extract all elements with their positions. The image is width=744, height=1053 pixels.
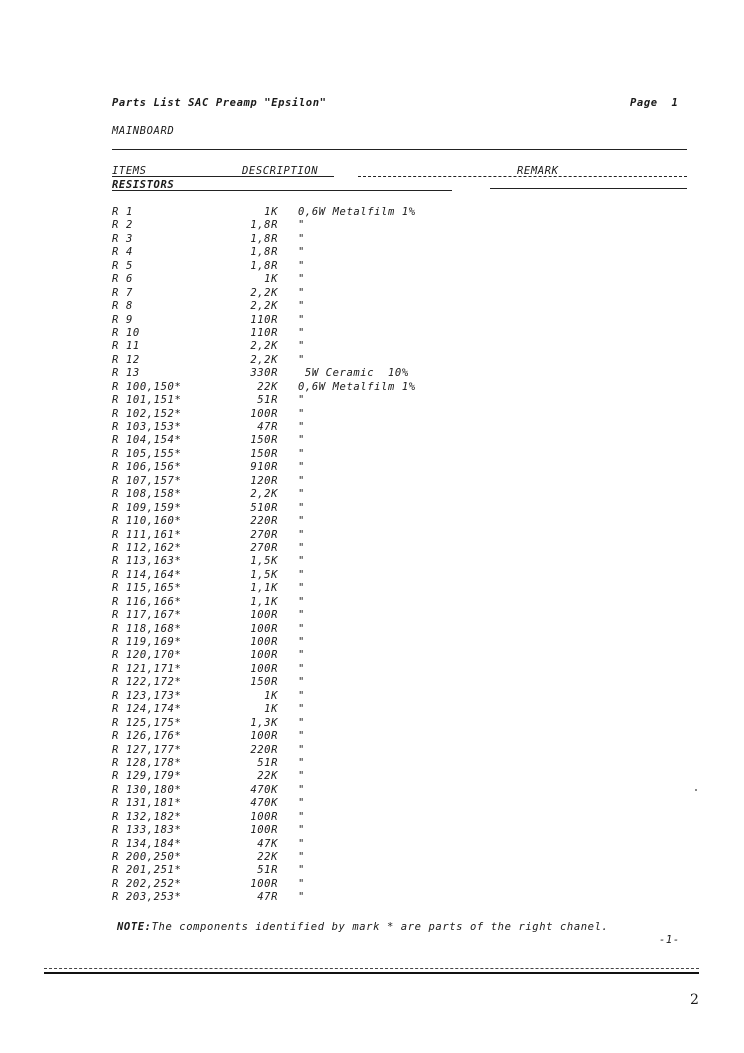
table-row: [112, 219, 472, 232]
part-number: 1: [126, 206, 133, 218]
part-ref: R: [112, 232, 119, 245]
table-row: [112, 273, 472, 286]
part-value: 100R: [250, 662, 278, 675]
part-number: 119,169*: [126, 636, 182, 648]
part-value: 150R: [250, 447, 278, 460]
column-header-description: DESCRIPTION: [242, 165, 319, 177]
column-header-remark: REMARK: [517, 165, 559, 177]
part-description: ": [298, 877, 305, 890]
part-description: ": [298, 609, 305, 622]
sheet-number: 2: [690, 992, 699, 1008]
table-row: [112, 529, 472, 542]
part-number: 6: [126, 273, 133, 286]
part-number: 108,158*: [126, 488, 182, 501]
part-number: 10: [126, 326, 140, 339]
table-row: [112, 502, 472, 515]
part-value: 51R: [257, 394, 278, 407]
part-description: ": [298, 824, 305, 837]
part-description: ": [298, 353, 305, 366]
part-value: 51R: [257, 864, 278, 877]
table-row: [112, 649, 472, 662]
part-number: 128,178*: [126, 756, 182, 769]
table-row: [112, 367, 472, 380]
table-row: [112, 488, 472, 501]
part-description: ": [298, 461, 305, 474]
part-value: 51R: [257, 756, 278, 769]
part-value: 100R: [250, 622, 278, 635]
table-row: [112, 596, 472, 609]
footnote: [117, 921, 608, 933]
part-number: 120,170*: [126, 649, 182, 662]
part-ref: R: [112, 622, 119, 635]
part-ref: R: [112, 783, 119, 796]
part-description: ": [298, 259, 305, 272]
table-row: [112, 233, 472, 246]
part-value: 1K: [264, 703, 278, 716]
part-number: 125,175*: [126, 716, 182, 729]
part-ref: R: [112, 407, 119, 420]
part-ref: R: [112, 394, 119, 407]
table-row: [112, 864, 472, 877]
part-ref: R: [112, 421, 119, 433]
part-number: 7: [126, 286, 133, 299]
section-title: MAINBOARD: [112, 125, 175, 137]
bottom-rule: [44, 972, 699, 974]
table-row: [112, 314, 472, 327]
part-ref: R: [112, 743, 119, 756]
page-label: Page 1: [630, 97, 679, 109]
part-value: 100R: [250, 824, 278, 837]
part-value: 910R: [250, 461, 278, 474]
part-value: 2,2K: [250, 300, 278, 313]
part-description: ": [298, 743, 305, 756]
part-description: ": [298, 595, 305, 608]
part-ref: R: [112, 206, 119, 218]
part-number: 8: [126, 300, 133, 313]
table-row: [112, 811, 472, 824]
part-description: 0,6W Metalfilm 1%: [298, 206, 416, 218]
table-row: [112, 757, 472, 770]
part-ref: R: [112, 851, 119, 863]
scan-speck: [695, 789, 697, 791]
part-number: 115,165*: [126, 582, 182, 595]
part-description: ": [298, 555, 305, 568]
part-description: ": [298, 810, 305, 823]
part-ref: R: [112, 313, 119, 326]
part-ref: R: [112, 877, 119, 890]
footnote-text: The components identified by mark * are parts of the right chanel.: [151, 921, 609, 933]
part-ref: R: [112, 286, 119, 299]
part-value: 1K: [264, 206, 278, 218]
part-number: 111,161*: [126, 528, 182, 541]
part-ref: R: [112, 636, 119, 648]
part-ref: R: [112, 689, 119, 702]
part-description: ": [298, 797, 305, 810]
part-number: 112,162*: [126, 541, 182, 554]
part-value: 1,8R: [250, 219, 278, 232]
table-row: [112, 260, 472, 273]
part-number: 102,152*: [126, 407, 182, 420]
part-description: ": [298, 689, 305, 702]
table-row: [112, 475, 472, 488]
table-row: [112, 461, 472, 474]
part-ref: R: [112, 730, 119, 743]
part-description: ": [298, 528, 305, 541]
table-row: [112, 542, 472, 555]
part-number: 114,164*: [126, 568, 182, 581]
table-row: [112, 340, 472, 353]
part-value: 47R: [257, 891, 278, 904]
part-ref: R: [112, 246, 119, 259]
part-value: 22K: [257, 770, 278, 783]
table-row: [112, 623, 472, 636]
part-value: 1,1K: [250, 595, 278, 608]
part-ref: R: [112, 582, 119, 595]
part-value: 150R: [250, 676, 278, 689]
part-number: 109,159*: [126, 501, 182, 514]
part-number: 133,183*: [126, 824, 182, 837]
part-value: 470K: [250, 783, 278, 796]
part-ref: R: [112, 300, 119, 313]
table-row: [112, 394, 472, 407]
part-description: ": [298, 703, 305, 716]
part-number: 132,182*: [126, 810, 182, 823]
part-ref: R: [112, 824, 119, 837]
table-row: [112, 434, 472, 447]
part-number: 116,166*: [126, 595, 182, 608]
part-description: ": [298, 488, 305, 501]
part-ref: R: [112, 891, 119, 904]
part-ref: R: [112, 609, 119, 622]
part-value: 100R: [250, 877, 278, 890]
part-description: ": [298, 474, 305, 487]
part-description: ": [298, 447, 305, 460]
part-number: 13: [126, 367, 140, 380]
part-value: 470K: [250, 797, 278, 810]
part-description: ": [298, 582, 305, 595]
part-number: 107,157*: [126, 474, 182, 487]
part-number: 4: [126, 246, 133, 259]
table-row: [112, 206, 472, 219]
part-description: 0,6W Metalfilm 1%: [298, 380, 416, 393]
part-description: ": [298, 313, 305, 326]
part-ref: R: [112, 797, 119, 810]
part-value: 100R: [250, 407, 278, 420]
part-value: 100R: [250, 810, 278, 823]
table-row: [112, 770, 472, 783]
part-number: 201,251*: [126, 864, 182, 877]
part-ref: R: [112, 488, 119, 501]
part-ref: R: [112, 756, 119, 769]
page-code: -1-: [659, 934, 680, 946]
table-row: [112, 690, 472, 703]
part-ref: R: [112, 447, 119, 460]
part-description: ": [298, 273, 305, 286]
table-row: [112, 569, 472, 582]
part-ref: R: [112, 662, 119, 675]
part-number: 3: [126, 232, 133, 245]
table-row: [112, 676, 472, 689]
part-description: ": [298, 421, 305, 433]
part-number: 202,252*: [126, 877, 182, 890]
part-description: ": [298, 716, 305, 729]
part-ref: R: [112, 595, 119, 608]
part-value: 220R: [250, 743, 278, 756]
part-ref: R: [112, 676, 119, 689]
part-value: 220R: [250, 515, 278, 528]
part-description: ": [298, 649, 305, 662]
part-ref: R: [112, 864, 119, 877]
part-description: ": [298, 340, 305, 353]
part-value: 1,5K: [250, 555, 278, 568]
part-description: ": [298, 407, 305, 420]
part-ref: R: [112, 259, 119, 272]
part-description: ": [298, 864, 305, 877]
part-description: ": [298, 636, 305, 648]
part-number: 9: [126, 313, 133, 326]
part-value: 100R: [250, 730, 278, 743]
part-value: 2,2K: [250, 353, 278, 366]
group-rule-right: [490, 188, 687, 189]
table-row: [112, 287, 472, 300]
part-ref: R: [112, 810, 119, 823]
part-value: 110R: [250, 313, 278, 326]
part-description: ": [298, 501, 305, 514]
table-row: [112, 784, 472, 797]
part-number: 126,176*: [126, 730, 182, 743]
table-row: [112, 797, 472, 810]
part-value: 2,2K: [250, 340, 278, 353]
part-description: ": [298, 232, 305, 245]
part-description: ": [298, 300, 305, 313]
table-row: [112, 744, 472, 757]
part-ref: R: [112, 837, 119, 850]
part-ref: R: [112, 273, 119, 286]
table-row: [112, 878, 472, 891]
part-number: 118,168*: [126, 622, 182, 635]
part-value: 100R: [250, 609, 278, 622]
part-ref: R: [112, 501, 119, 514]
table-row: [112, 246, 472, 259]
part-number: 127,177*: [126, 743, 182, 756]
part-number: 2: [126, 219, 133, 232]
part-value: 22K: [257, 380, 278, 393]
part-number: 124,174*: [126, 703, 182, 716]
part-ref: R: [112, 649, 119, 662]
part-value: 1,3K: [250, 716, 278, 729]
table-row: [112, 717, 472, 730]
part-description: ": [298, 568, 305, 581]
part-value: 1K: [264, 273, 278, 286]
part-description: ": [298, 246, 305, 259]
table-row: [112, 703, 472, 716]
part-ref: R: [112, 770, 119, 783]
table-row: [112, 448, 472, 461]
part-ref: R: [112, 326, 119, 339]
part-number: 11: [126, 340, 140, 353]
part-ref: R: [112, 219, 119, 232]
part-description: ": [298, 770, 305, 783]
part-number: 117,167*: [126, 609, 182, 622]
part-number: 100,150*: [126, 380, 182, 393]
part-number: 121,171*: [126, 662, 182, 675]
part-value: 2,2K: [250, 286, 278, 299]
part-value: 1,1K: [250, 582, 278, 595]
table-row: [112, 663, 472, 676]
part-description: ": [298, 515, 305, 528]
part-number: 105,155*: [126, 447, 182, 460]
part-description: ": [298, 783, 305, 796]
part-value: 330R: [250, 367, 278, 380]
column-header-items: ITEMS: [112, 165, 147, 177]
part-value: 510R: [250, 501, 278, 514]
part-ref: R: [112, 703, 119, 716]
table-row: [112, 824, 472, 837]
part-ref: R: [112, 716, 119, 729]
table-row: [112, 300, 472, 313]
part-description: ": [298, 851, 305, 863]
bottom-dashed-rule: [44, 968, 699, 969]
table-row: [112, 354, 472, 367]
part-value: 270R: [250, 541, 278, 554]
table-row: [112, 851, 472, 864]
footnote-label: NOTE:: [117, 921, 152, 933]
table-row: [112, 555, 472, 568]
part-value: 100R: [250, 636, 278, 648]
part-description: ": [298, 394, 305, 407]
table-row: [112, 381, 472, 394]
part-description: ": [298, 730, 305, 743]
part-ref: R: [112, 555, 119, 568]
part-number: 200,250*: [126, 851, 182, 863]
part-description: ": [298, 326, 305, 339]
part-ref: R: [112, 367, 119, 380]
part-description: ": [298, 676, 305, 689]
table-row: [112, 609, 472, 622]
part-ref: R: [112, 528, 119, 541]
part-description: ": [298, 541, 305, 554]
part-description: ": [298, 891, 305, 904]
part-ref: R: [112, 541, 119, 554]
part-description: ": [298, 434, 305, 447]
part-number: 101,151*: [126, 394, 182, 407]
part-description: ": [298, 756, 305, 769]
parts-table: [112, 206, 472, 905]
part-ref: R: [112, 380, 119, 393]
part-value: 1,8R: [250, 232, 278, 245]
part-value: 110R: [250, 326, 278, 339]
part-ref: R: [112, 461, 119, 474]
part-number: 122,172*: [126, 676, 182, 689]
part-number: 110,160*: [126, 515, 182, 528]
part-number: 104,154*: [126, 434, 182, 447]
part-value: 270R: [250, 528, 278, 541]
part-value: 1K: [264, 689, 278, 702]
part-value: 1,8R: [250, 259, 278, 272]
table-row: [112, 636, 472, 649]
part-number: 12: [126, 353, 140, 366]
part-value: 1,5K: [250, 568, 278, 581]
table-row: [112, 327, 472, 340]
part-value: 120R: [250, 474, 278, 487]
part-value: 47R: [257, 421, 278, 433]
part-description: ": [298, 837, 305, 850]
part-ref: R: [112, 340, 119, 353]
part-number: 129,179*: [126, 770, 182, 783]
part-description: 5W Ceramic 10%: [298, 367, 409, 380]
column-rule-left: [112, 176, 334, 177]
part-description: ": [298, 286, 305, 299]
group-rule-left: [112, 190, 452, 191]
table-row: [112, 891, 472, 904]
column-rule-right: [358, 176, 687, 177]
table-row: [112, 582, 472, 595]
part-number: 131,181*: [126, 797, 182, 810]
part-number: 203,253*: [126, 891, 182, 904]
part-number: 113,163*: [126, 555, 182, 568]
document-title: Parts List SAC Preamp "Epsilon": [112, 97, 327, 109]
part-number: 5: [126, 259, 133, 272]
part-ref: R: [112, 353, 119, 366]
part-value: 47K: [257, 837, 278, 850]
part-description: ": [298, 219, 305, 232]
part-ref: R: [112, 515, 119, 528]
part-number: 130,180*: [126, 783, 182, 796]
part-ref: R: [112, 568, 119, 581]
header-rule: [112, 149, 687, 150]
part-description: ": [298, 622, 305, 635]
part-ref: R: [112, 434, 119, 447]
part-number: 123,173*: [126, 689, 182, 702]
table-row: [112, 421, 472, 434]
part-number: 134,184*: [126, 837, 182, 850]
part-ref: R: [112, 474, 119, 487]
part-value: 100R: [250, 649, 278, 662]
table-row: [112, 408, 472, 421]
part-value: 2,2K: [250, 488, 278, 501]
table-row: [112, 515, 472, 528]
part-number: 106,156*: [126, 461, 182, 474]
part-description: ": [298, 662, 305, 675]
table-row: [112, 730, 472, 743]
part-value: 150R: [250, 434, 278, 447]
part-value: 22K: [257, 851, 278, 863]
part-number: 103,153*: [126, 421, 182, 433]
part-value: 1,8R: [250, 246, 278, 259]
group-title-resistors: RESISTORS: [112, 179, 175, 191]
table-row: [112, 838, 472, 851]
